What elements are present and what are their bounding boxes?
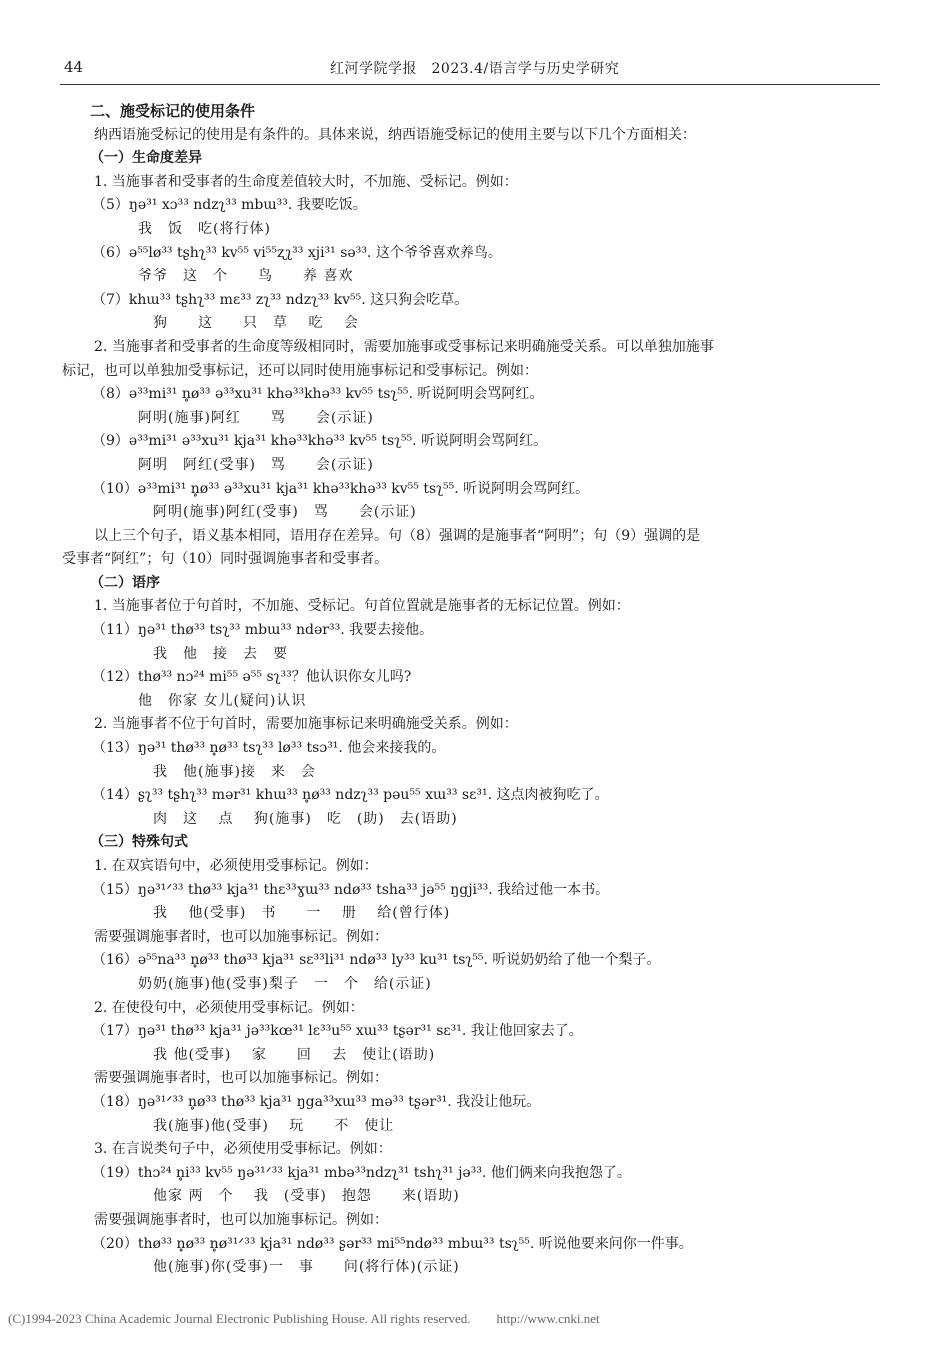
footer-copyright: (C)1994-2023 China Academic Journal Electronic Publishing House. All rights reserved. http://www.cnki.net [8, 1311, 600, 1326]
example-gloss: 我(施事)他(受事) 玩 不 使让 [138, 1117, 395, 1134]
paragraph-line: 纳西语施受标记的使用是有条件的。具体来说，纳西语施受标记的使用主要与以下几个方面相关： [94, 126, 696, 143]
example-sentence: （19）thɔ²⁴ n̥i³³ kv⁵⁵ ŋə³¹ᐟ³³ kja³¹ mbə³³ndzʅ³¹ tshʅ³¹ jə³³. 他们俩来向我抱怨了。 [92, 1164, 631, 1181]
example-gloss: 我 饭 吃(将行体) [138, 220, 271, 237]
paragraph-line: 1. 当施事者位于句首时，不加施、受标记。句首位置就是施事者的无标记位置。例如： [94, 598, 630, 615]
example-gloss: 阿明 阿红(受事) 骂 会(示证) [138, 456, 374, 473]
running-head: 红河学院学报 2023.4/语言学与历史学研究 [330, 61, 620, 77]
example-sentence: （5）ŋə³¹ xɔ³³ ndzʅ³³ mbɯ³³. 我要吃饭。 [92, 197, 367, 214]
paragraph-line: 3. 在言说类句子中，必须使用受事标记。例如： [94, 1141, 392, 1158]
example-sentence: （15）ŋə³¹ᐟ³³ thø³³ kja³¹ thɛ³³ɣɯ³³ ndø³³ tsha³³ jə⁵⁵ ŋgji³³. 我给过他一本书。 [92, 881, 610, 898]
example-sentence: （9）ə³³mi³¹ ə³³xu³¹ kja³¹ khə³³khə³³ kv⁵⁵ tsʅ⁵⁵. 听说阿明会骂阿红。 [92, 433, 548, 450]
paragraph-line: 受事者“阿红”；句（10）同时强调施事者和受事者。 [62, 551, 389, 568]
subsection-heading: （三）特殊句式 [90, 834, 188, 851]
example-gloss: 他(施事)你(受事)一 事 问(将行体)(示证) [138, 1259, 460, 1276]
paragraph-line: 需要强调施事者时，也可以加施事标记。例如： [94, 1211, 388, 1228]
example-sentence: （11）ŋə³¹ thø³³ tsʅ³³ mbɯ³³ ndər³³. 我要去接他。 [92, 622, 434, 639]
example-gloss: 奶奶(施事)他(受事)梨子 一 个 给(示证) [138, 975, 432, 992]
paragraph-line: 1. 当施事者和受事者的生命度差值较大时，不加施、受标记。例如： [94, 173, 518, 190]
example-gloss: 阿明(施事)阿红(受事) 骂 会(示证) [138, 504, 417, 521]
paragraph-line: 1. 在双宾语句中，必须使用受事标记。例如： [94, 858, 378, 874]
paragraph-line: 标记，也可以单独加受事标记，还可以同时使用施事标记和受事标记。例如： [62, 362, 538, 379]
example-sentence: （14）ʂʅ³³ tʂhʅ³³ mər³¹ khɯ³³ n̥ø³³ ndzʅ³³ pəu⁵⁵ xɯ³³ sɛ³¹. 这点肉被狗吃了。 [92, 787, 609, 804]
example-sentence: （17）ŋə³¹ thø³³ kja³¹ jə³³kœ³¹ lɛ³³u⁵⁵ xɯ³³ tʂər³¹ sɛ³¹. 我让他回家去了。 [92, 1023, 583, 1040]
example-sentence: （16）ə⁵⁵na³³ n̥ø³³ thø³³ kja³¹ sɛ³³li³¹ ndø³³ ly³³ ku³¹ tsʅ⁵⁵. 听说奶奶给了他一个梨子。 [92, 952, 661, 969]
article-body [62, 100, 862, 1280]
example-sentence: （18）ŋə³¹ᐟ³³ n̥ø³³ thø³³ kja³¹ ŋga³³xɯ³³ mə³³ tʂər³¹. 我没让他玩。 [92, 1093, 541, 1110]
section-heading: 二、施受标记的使用条件 [90, 102, 256, 120]
paragraph-line: 2. 当施事者和受事者的生命度等级相同时，需要加施事或受事标记来明确施受关系。可以单独加施事 [94, 338, 714, 355]
example-sentence: （10）ə³³mi³¹ n̥ø³³ ə³³xu³¹ kja³¹ khə³³khə³³ kv⁵⁵ tsʅ⁵⁵. 听说阿明会骂阿红。 [92, 480, 590, 497]
example-gloss: 他 你家 女儿(疑问)认识 [138, 692, 307, 709]
header-rule [60, 84, 880, 85]
subsection-heading: （二）语序 [90, 574, 160, 591]
page-number: 44 [64, 58, 84, 76]
example-gloss: 肉 这 点 狗(施事) 吃 (助) 去(语助) [138, 810, 458, 827]
example-sentence: （13）ŋə³¹ thø³³ n̥ø³³ tsʅ³³ lø³³ tsɔ³¹. 他会来接我的。 [92, 740, 446, 757]
paragraph-line: 2. 当施事者不位于句首时，需要加施事标记来明确施受关系。例如： [94, 716, 518, 733]
example-sentence: （20）thø³³ n̥ø³³ n̥ø³¹ᐟ³³ kja³¹ ndø³³ ʂər³³ mi⁵⁵ndø³³ mbɯ³³ tsʅ⁵⁵. 听说他要来问你一件事。 [92, 1235, 693, 1252]
example-gloss: 狗 这 只 草 吃 会 [138, 315, 359, 332]
paragraph-line: 需要强调施事者时，也可以加施事标记。例如： [94, 1070, 388, 1087]
example-sentence: （12）thø³³ nɔ²⁴ mi⁵⁵ ə⁵⁵ sʅ³³？他认识你女儿吗? [92, 669, 412, 686]
paragraph-line: 以上三个句子，语义基本相同，语用存在差异。句（8）强调的是施事者“阿明”；句（9）强调的是 [94, 527, 701, 544]
paragraph-line: 2. 在使役句中，必须使用受事标记。例如： [94, 999, 364, 1016]
example-gloss: 他家 两 个 我 (受事) 抱怨 来(语助) [138, 1188, 460, 1205]
example-gloss: 阿明(施事)阿红 骂 会(示证) [138, 409, 374, 426]
example-gloss: 我 他(受事) 书 一 册 给(曾行体) [138, 905, 451, 922]
example-gloss: 我 他 接 去 要 [138, 645, 288, 662]
example-gloss: 我 他(施事)接 来 会 [138, 763, 316, 780]
paragraph-line: 需要强调施事者时，也可以加施事标记。例如： [94, 928, 388, 945]
example-sentence: （8）ə³³mi³¹ n̥ø³³ ə³³xu³¹ khə³³khə³³ kv⁵⁵ tsʅ⁵⁵. 听说阿明会骂阿红。 [92, 386, 544, 403]
example-sentence: （6）ə⁵⁵lø³³ tʂhʅ³³ kv⁵⁵ vi⁵⁵ʐʅ³³ xji³¹ sə³³. 这个爷爷喜欢养鸟。 [92, 244, 502, 261]
subsection-heading: （一）生命度差异 [90, 150, 202, 167]
example-gloss: 我 他(受事) 家 回 去 使让(语助) [138, 1046, 436, 1063]
example-sentence: （7）khɯ³³ tʂhʅ³³ mɛ³³ zʅ³³ ndzʅ³³ kv⁵⁵. 这只狗会吃草。 [92, 291, 469, 308]
example-gloss: 爷爷 这 个 鸟 养 喜欢 [138, 268, 354, 285]
